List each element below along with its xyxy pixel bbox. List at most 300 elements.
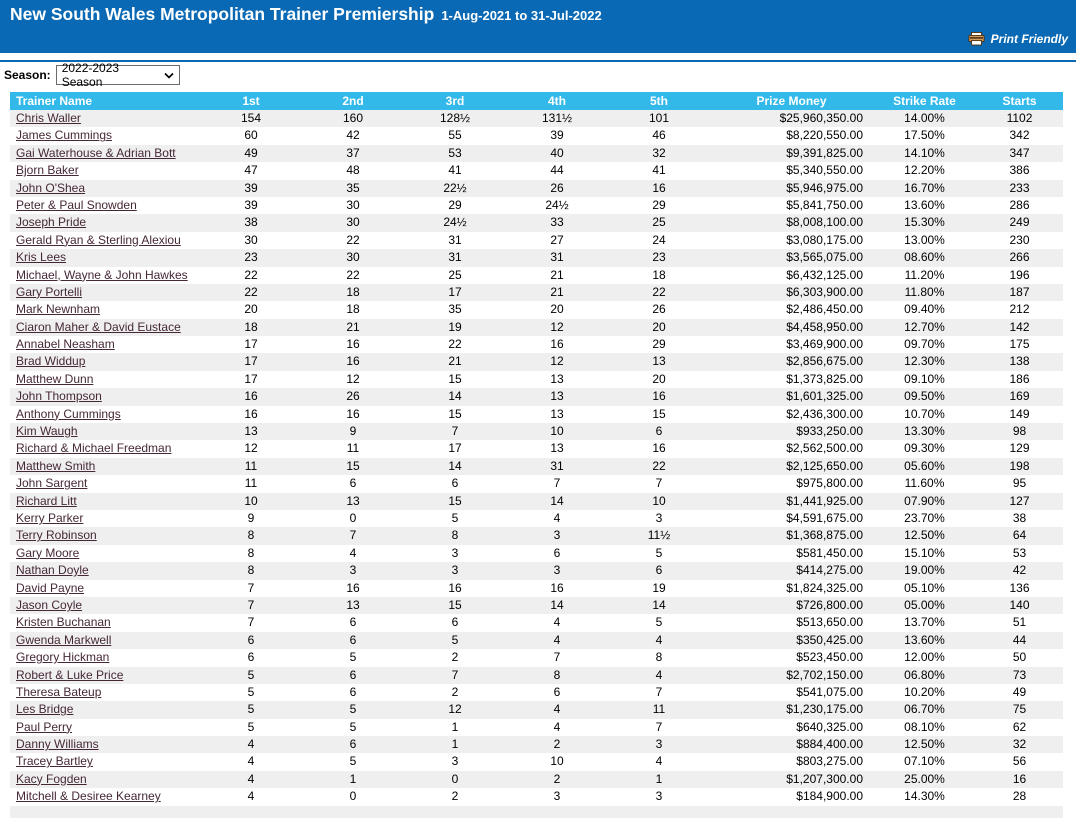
- cell-4th: 13: [550, 389, 564, 404]
- cell-1st: 17: [244, 354, 258, 369]
- cell-trainer-name: [10, 110, 200, 127]
- trainer-link[interactable]: Joseph Pride: [16, 215, 87, 230]
- cell-starts: 342: [1009, 128, 1030, 143]
- trainer-link[interactable]: Les Bridge: [16, 702, 74, 717]
- column-header-4th: 4th: [548, 94, 566, 108]
- cell-prize-money: $6,303,900.00: [786, 284, 863, 299]
- cell-prize-money: $2,856,675.00: [786, 354, 863, 369]
- cell-4th: 4: [553, 719, 561, 734]
- trainer-link[interactable]: Gary Portelli: [16, 284, 83, 299]
- cell-prize-money: $884,400.00: [796, 737, 863, 752]
- cell-4th: 4: [553, 632, 561, 647]
- trainer-link[interactable]: Tracey Bartley: [16, 754, 93, 769]
- cell-trainer-name: [10, 336, 200, 353]
- cell-2nd: 22: [346, 267, 360, 282]
- cell-prize-money: $726,800.00: [796, 597, 863, 612]
- cell-4th: 3: [553, 563, 561, 578]
- table-row: [10, 562, 1063, 579]
- cell-3rd: 2: [451, 650, 459, 665]
- cell-1st: 6: [247, 650, 255, 665]
- table-row: [10, 493, 1063, 510]
- cell-3rd: 1: [451, 737, 459, 752]
- cell-4th: 13: [550, 406, 564, 421]
- trainer-link[interactable]: Brad Widdup: [16, 354, 86, 369]
- partial-next-row: [10, 806, 1063, 818]
- trainer-link[interactable]: Gai Waterhouse & Adrian Bott: [16, 145, 176, 160]
- table-row: [10, 267, 1063, 284]
- cell-prize-money: $1,368,875.00: [786, 528, 863, 543]
- cell-strike-rate: 09.70%: [904, 337, 945, 352]
- cell-starts: 56: [1012, 754, 1027, 769]
- cell-strike-rate: 10.20%: [904, 684, 945, 699]
- cell-2nd: 21: [346, 319, 360, 334]
- cell-prize-money: $350,425.00: [796, 632, 863, 647]
- cell-2nd: 9: [349, 424, 357, 439]
- cell-prize-money: $4,591,675.00: [786, 510, 863, 525]
- table-row: [10, 458, 1063, 475]
- cell-3rd: 16: [448, 580, 462, 595]
- cell-1st: 30: [244, 232, 258, 247]
- cell-trainer-name: [10, 475, 200, 492]
- cell-trainer-name: [10, 249, 200, 266]
- cell-trainer-name: [10, 232, 200, 249]
- column-header-1st: 1st: [242, 94, 260, 108]
- cell-strike-rate: 25.00%: [904, 771, 945, 786]
- cell-strike-rate: 12.20%: [904, 163, 945, 178]
- cell-trainer-name: [10, 197, 200, 214]
- cell-trainer-name: [10, 510, 200, 527]
- cell-3rd: 55: [448, 128, 462, 143]
- cell-strike-rate: 09.10%: [904, 371, 945, 386]
- cell-2nd: 15: [346, 458, 360, 473]
- cell-starts: 249: [1009, 215, 1030, 230]
- cell-1st: 6: [247, 632, 255, 647]
- cell-4th: 10: [550, 754, 564, 769]
- cell-4th: 16: [550, 580, 564, 595]
- trainer-link[interactable]: John O'Shea: [16, 180, 86, 195]
- cell-strike-rate: 13.60%: [904, 197, 945, 212]
- trainer-link[interactable]: Danny Williams: [16, 737, 99, 752]
- cell-strike-rate: 16.70%: [904, 180, 945, 195]
- cell-1st: 22: [244, 267, 258, 282]
- trainer-link[interactable]: David Payne: [16, 580, 85, 595]
- cell-2nd: 11: [346, 441, 360, 456]
- cell-strike-rate: 09.50%: [904, 389, 945, 404]
- cell-3rd: 35: [448, 302, 462, 317]
- cell-3rd: 15: [448, 371, 462, 386]
- trainer-link[interactable]: Gary Moore: [16, 545, 80, 560]
- cell-trainer-name: [10, 667, 200, 684]
- cell-4th: 13: [550, 441, 564, 456]
- cell-5th: 101: [648, 111, 670, 125]
- cell-4th: 13: [550, 371, 564, 386]
- trainer-link[interactable]: John Thompson: [16, 389, 102, 404]
- cell-strike-rate: 11.20%: [904, 267, 945, 282]
- cell-trainer-name: [10, 214, 200, 231]
- cell-prize-money: $513,650.00: [796, 615, 863, 630]
- cell-prize-money: $3,469,900.00: [786, 337, 863, 352]
- cell-starts: 62: [1012, 719, 1027, 734]
- cell-prize-money: $3,565,075.00: [786, 250, 863, 265]
- cell-4th: 12: [550, 319, 564, 334]
- cell-prize-money: $1,601,325.00: [786, 389, 863, 404]
- cell-1st: 38: [244, 215, 258, 230]
- table-row: [10, 162, 1063, 179]
- cell-3rd: 8: [451, 528, 459, 543]
- trainer-link[interactable]: Paul Perry: [16, 719, 73, 734]
- cell-3rd: 24½: [443, 215, 467, 230]
- cell-prize-money: $640,325.00: [796, 719, 863, 734]
- cell-5th: 7: [655, 476, 663, 491]
- cell-prize-money: $6,432,125.00: [786, 267, 863, 282]
- cell-strike-rate: 17.50%: [904, 128, 945, 143]
- cell-trainer-name: [10, 684, 200, 701]
- season-label: Season:: [4, 68, 51, 82]
- cell-4th: 14: [550, 597, 564, 612]
- cell-4th: 4: [553, 702, 561, 717]
- cell-4th: 39: [550, 128, 564, 143]
- cell-strike-rate: 14.10%: [904, 145, 945, 160]
- cell-starts: 149: [1009, 406, 1030, 421]
- column-header-trainer-name: Trainer Name: [16, 94, 93, 108]
- table-row: [10, 249, 1063, 266]
- table-row: [10, 719, 1063, 736]
- cell-5th: 20: [652, 319, 666, 334]
- cell-starts: 286: [1009, 197, 1030, 212]
- cell-strike-rate: 14.00%: [904, 111, 945, 125]
- cell-trainer-name: [10, 406, 200, 423]
- cell-strike-rate: 13.70%: [904, 615, 945, 630]
- cell-4th: 4: [553, 615, 561, 630]
- trainer-link[interactable]: Peter & Paul Snowden: [16, 197, 137, 212]
- cell-prize-money: $1,441,925.00: [786, 493, 863, 508]
- cell-starts: 129: [1009, 441, 1030, 456]
- cell-trainer-name: [10, 423, 200, 440]
- cell-trainer-name: [10, 719, 200, 736]
- cell-strike-rate: 13.30%: [904, 424, 945, 439]
- cell-3rd: 17: [448, 441, 462, 456]
- cell-5th: 7: [655, 684, 663, 699]
- cell-strike-rate: 14.30%: [904, 789, 945, 804]
- table-row: [10, 527, 1063, 544]
- cell-trainer-name: [10, 371, 200, 388]
- cell-4th: 24½: [545, 197, 569, 212]
- cell-starts: 95: [1012, 476, 1027, 491]
- trainer-link[interactable]: James Cummings: [16, 128, 113, 143]
- cell-3rd: 31: [448, 232, 462, 247]
- column-header-strike-rate: Strike Rate: [893, 94, 956, 108]
- cell-5th: 22: [652, 284, 666, 299]
- cell-4th: 6: [553, 545, 561, 560]
- table-row: [10, 180, 1063, 197]
- cell-prize-money: $1,230,175.00: [786, 702, 863, 717]
- title-wrap: [10, 4, 602, 25]
- table-row: [10, 753, 1063, 770]
- trainer-link[interactable]: Michael, Wayne & John Hawkes: [16, 267, 188, 282]
- cell-3rd: 12: [448, 702, 462, 717]
- cell-trainer-name: [10, 527, 200, 544]
- header-divider: [0, 60, 1076, 62]
- cell-strike-rate: 08.10%: [904, 719, 945, 734]
- cell-prize-money: $803,275.00: [796, 754, 863, 769]
- table-row: [10, 336, 1063, 353]
- cell-1st: 18: [244, 319, 258, 334]
- cell-5th: 46: [652, 128, 666, 143]
- cell-1st: 154: [240, 111, 262, 125]
- table-row: [10, 614, 1063, 631]
- cell-5th: 24: [652, 232, 666, 247]
- cell-3rd: 3: [451, 754, 459, 769]
- cell-prize-money: $581,450.00: [796, 545, 863, 560]
- cell-2nd: 30: [346, 197, 360, 212]
- cell-1st: 7: [247, 615, 255, 630]
- cell-strike-rate: 12.50%: [904, 737, 945, 752]
- cell-starts: 212: [1009, 302, 1030, 317]
- column-header-prize-money: Prize Money: [756, 94, 827, 108]
- column-header-3rd: 3rd: [445, 94, 465, 108]
- trainer-link[interactable]: Gwenda Markwell: [16, 632, 112, 647]
- trainer-link[interactable]: Mitchell & Desiree Kearney: [16, 789, 161, 804]
- cell-2nd: 6: [349, 476, 357, 491]
- trainer-link[interactable]: Kerry Parker: [16, 510, 84, 525]
- season-selected-value: 2022-2023 Season: [61, 61, 120, 89]
- trainer-link[interactable]: Anthony Cummings: [16, 406, 121, 421]
- cell-2nd: 22: [346, 232, 360, 247]
- cell-3rd: 53: [448, 145, 462, 160]
- trainer-link[interactable]: Kacy Fogden: [16, 771, 87, 786]
- cell-1st: 47: [244, 163, 258, 178]
- cell-1st: 12: [244, 441, 258, 456]
- cell-2nd: 37: [346, 145, 360, 160]
- table-row: [10, 127, 1063, 144]
- cell-2nd: 16: [346, 337, 360, 352]
- cell-3rd: 14: [448, 458, 462, 473]
- cell-prize-money: $523,450.00: [796, 650, 863, 665]
- cell-prize-money: $2,436,300.00: [786, 406, 863, 421]
- cell-1st: 7: [247, 597, 255, 612]
- cell-trainer-name: [10, 614, 200, 631]
- cell-4th: 4: [553, 510, 561, 525]
- cell-1st: 16: [244, 389, 258, 404]
- cell-4th: 2: [553, 737, 561, 752]
- trainer-link[interactable]: Kim Waugh: [16, 424, 78, 439]
- trainer-link[interactable]: Theresa Bateup: [16, 684, 102, 699]
- cell-strike-rate: 15.10%: [904, 545, 945, 560]
- cell-trainer-name: [10, 284, 200, 301]
- cell-3rd: 7: [451, 667, 459, 682]
- cell-strike-rate: 06.70%: [904, 702, 945, 717]
- cell-strike-rate: 12.50%: [904, 528, 945, 543]
- cell-starts: 347: [1009, 145, 1030, 160]
- cell-2nd: 3: [349, 563, 357, 578]
- cell-strike-rate: 09.30%: [904, 441, 945, 456]
- table-row: [10, 684, 1063, 701]
- cell-3rd: 128½: [439, 111, 471, 125]
- cell-4th: 21: [550, 267, 564, 282]
- cell-5th: 11: [652, 702, 666, 717]
- cell-3rd: 6: [451, 476, 459, 491]
- cell-strike-rate: 19.00%: [904, 563, 945, 578]
- cell-starts: 136: [1009, 580, 1030, 595]
- cell-5th: 8: [655, 650, 663, 665]
- cell-4th: 8: [553, 667, 561, 682]
- trainer-link[interactable]: Mark Newnham: [16, 302, 101, 317]
- cell-prize-money: $2,702,150.00: [786, 667, 863, 682]
- trainer-link[interactable]: Matthew Smith: [16, 458, 96, 473]
- trainer-link[interactable]: Annabel Neasham: [16, 337, 115, 352]
- cell-1st: 5: [247, 702, 255, 717]
- cell-2nd: 35: [346, 180, 360, 195]
- trainer-link[interactable]: Gerald Ryan & Sterling Alexiou: [16, 232, 181, 247]
- cell-1st: 5: [247, 667, 255, 682]
- table-row: [10, 110, 1063, 127]
- cell-2nd: 16: [346, 354, 360, 369]
- cell-prize-money: $8,008,100.00: [786, 215, 863, 230]
- cell-5th: 10: [652, 493, 666, 508]
- cell-1st: 17: [244, 371, 258, 386]
- cell-strike-rate: 11.60%: [904, 476, 945, 491]
- cell-starts: 142: [1009, 319, 1030, 334]
- cell-4th: 3: [553, 789, 561, 804]
- cell-1st: 22: [244, 284, 258, 299]
- trainer-link[interactable]: Chris Waller: [16, 111, 81, 125]
- table-row: [10, 214, 1063, 231]
- trainer-link[interactable]: Bjorn Baker: [16, 163, 79, 178]
- cell-2nd: 160: [342, 111, 364, 125]
- cell-4th: 40: [550, 145, 564, 160]
- cell-5th: 20: [652, 371, 666, 386]
- cell-3rd: 1: [451, 719, 459, 734]
- cell-3rd: 29: [448, 197, 462, 212]
- trainer-link[interactable]: Robert & Luke Price: [16, 667, 124, 682]
- cell-strike-rate: 12.00%: [904, 650, 945, 665]
- cell-strike-rate: 07.90%: [904, 493, 945, 508]
- cell-strike-rate: 09.40%: [904, 302, 945, 317]
- cell-strike-rate: 11.80%: [904, 284, 945, 299]
- cell-1st: 39: [244, 197, 258, 212]
- cell-5th: 6: [655, 424, 663, 439]
- season-dropdown[interactable]: [56, 61, 180, 89]
- cell-1st: 4: [247, 789, 255, 804]
- cell-trainer-name: [10, 267, 200, 284]
- trainer-link[interactable]: Gregory Hickman: [16, 650, 110, 665]
- cell-strike-rate: 06.80%: [904, 667, 945, 682]
- cell-strike-rate: 07.10%: [904, 754, 945, 769]
- cell-5th: 15: [652, 406, 666, 421]
- trainer-link[interactable]: Nathan Doyle: [16, 563, 89, 578]
- cell-starts: 140: [1009, 597, 1030, 612]
- cell-3rd: 15: [448, 493, 462, 508]
- cell-4th: 31: [550, 458, 564, 473]
- cell-5th: 29: [652, 337, 666, 352]
- trainer-link[interactable]: Richard & Michael Freedman: [16, 441, 172, 456]
- cell-5th: 22: [652, 458, 666, 473]
- cell-trainer-name: [10, 632, 200, 649]
- trainer-link[interactable]: Matthew Dunn: [16, 371, 94, 386]
- trainer-link[interactable]: Terry Robinson: [16, 528, 97, 543]
- cell-4th: 16: [550, 337, 564, 352]
- cell-trainer-name: [10, 319, 200, 336]
- cell-trainer-name: [10, 162, 200, 179]
- cell-trainer-name: [10, 771, 200, 788]
- cell-3rd: 5: [451, 510, 459, 525]
- cell-5th: 4: [655, 667, 663, 682]
- cell-1st: 8: [247, 545, 255, 560]
- cell-5th: 16: [652, 441, 666, 456]
- trainer-link[interactable]: Jason Coyle: [16, 597, 83, 612]
- cell-starts: 175: [1009, 337, 1030, 352]
- cell-starts: 73: [1012, 667, 1027, 682]
- date-range: 1-Aug-2021 to 31-Jul-2022: [441, 8, 602, 23]
- trainer-link[interactable]: Kristen Buchanan: [16, 615, 111, 630]
- column-header-5th: 5th: [650, 94, 668, 108]
- cell-4th: 31: [550, 250, 564, 265]
- cell-prize-money: $2,486,450.00: [786, 302, 863, 317]
- cell-2nd: 6: [349, 667, 357, 682]
- cell-1st: 60: [244, 128, 258, 143]
- cell-2nd: 5: [349, 754, 357, 769]
- trainer-link[interactable]: Ciaron Maher & David Eustace: [16, 319, 181, 334]
- trainer-link[interactable]: Kris Lees: [16, 250, 67, 265]
- cell-5th: 19: [652, 580, 666, 595]
- cell-3rd: 3: [451, 545, 459, 560]
- cell-2nd: 5: [349, 650, 357, 665]
- cell-2nd: 0: [349, 789, 357, 804]
- cell-3rd: 19: [448, 319, 462, 334]
- cell-2nd: 26: [346, 389, 360, 404]
- cell-1st: 4: [247, 737, 255, 752]
- print-friendly-link[interactable]: [968, 32, 1068, 46]
- cell-5th: 11½: [647, 528, 671, 543]
- cell-2nd: 6: [349, 684, 357, 699]
- cell-5th: 4: [655, 632, 663, 647]
- page-title: New South Wales Metropolitan Trainer Premiership: [10, 4, 435, 24]
- table-row: [10, 545, 1063, 562]
- cell-starts: 38: [1012, 510, 1027, 525]
- cell-starts: 64: [1012, 528, 1027, 543]
- cell-starts: 49: [1012, 684, 1027, 699]
- cell-starts: 169: [1009, 389, 1030, 404]
- cell-1st: 8: [247, 528, 255, 543]
- cell-prize-money: $4,458,950.00: [786, 319, 863, 334]
- cell-4th: 21: [550, 284, 564, 299]
- cell-starts: 50: [1012, 650, 1027, 665]
- cell-5th: 7: [655, 719, 663, 734]
- cell-5th: 32: [652, 145, 666, 160]
- cell-3rd: 14: [448, 389, 462, 404]
- cell-5th: 3: [655, 737, 663, 752]
- trainer-link[interactable]: John Sargent: [16, 476, 88, 491]
- cell-5th: 26: [652, 302, 666, 317]
- cell-2nd: 1: [349, 771, 357, 786]
- cell-strike-rate: 10.70%: [904, 406, 945, 421]
- table-row: [10, 701, 1063, 718]
- trainer-link[interactable]: Richard Litt: [16, 493, 77, 508]
- cell-2nd: 6: [349, 737, 357, 752]
- table-row: [10, 736, 1063, 753]
- cell-1st: 20: [244, 302, 258, 317]
- table-row: [10, 371, 1063, 388]
- cell-4th: 3: [553, 528, 561, 543]
- season-row: [4, 61, 1076, 89]
- cell-starts: 187: [1009, 284, 1030, 299]
- cell-prize-money: $1,824,325.00: [786, 580, 863, 595]
- cell-prize-money: $1,373,825.00: [786, 371, 863, 386]
- cell-2nd: 16: [346, 406, 360, 421]
- cell-2nd: 30: [346, 215, 360, 230]
- cell-starts: 266: [1009, 250, 1030, 265]
- cell-3rd: 6: [451, 615, 459, 630]
